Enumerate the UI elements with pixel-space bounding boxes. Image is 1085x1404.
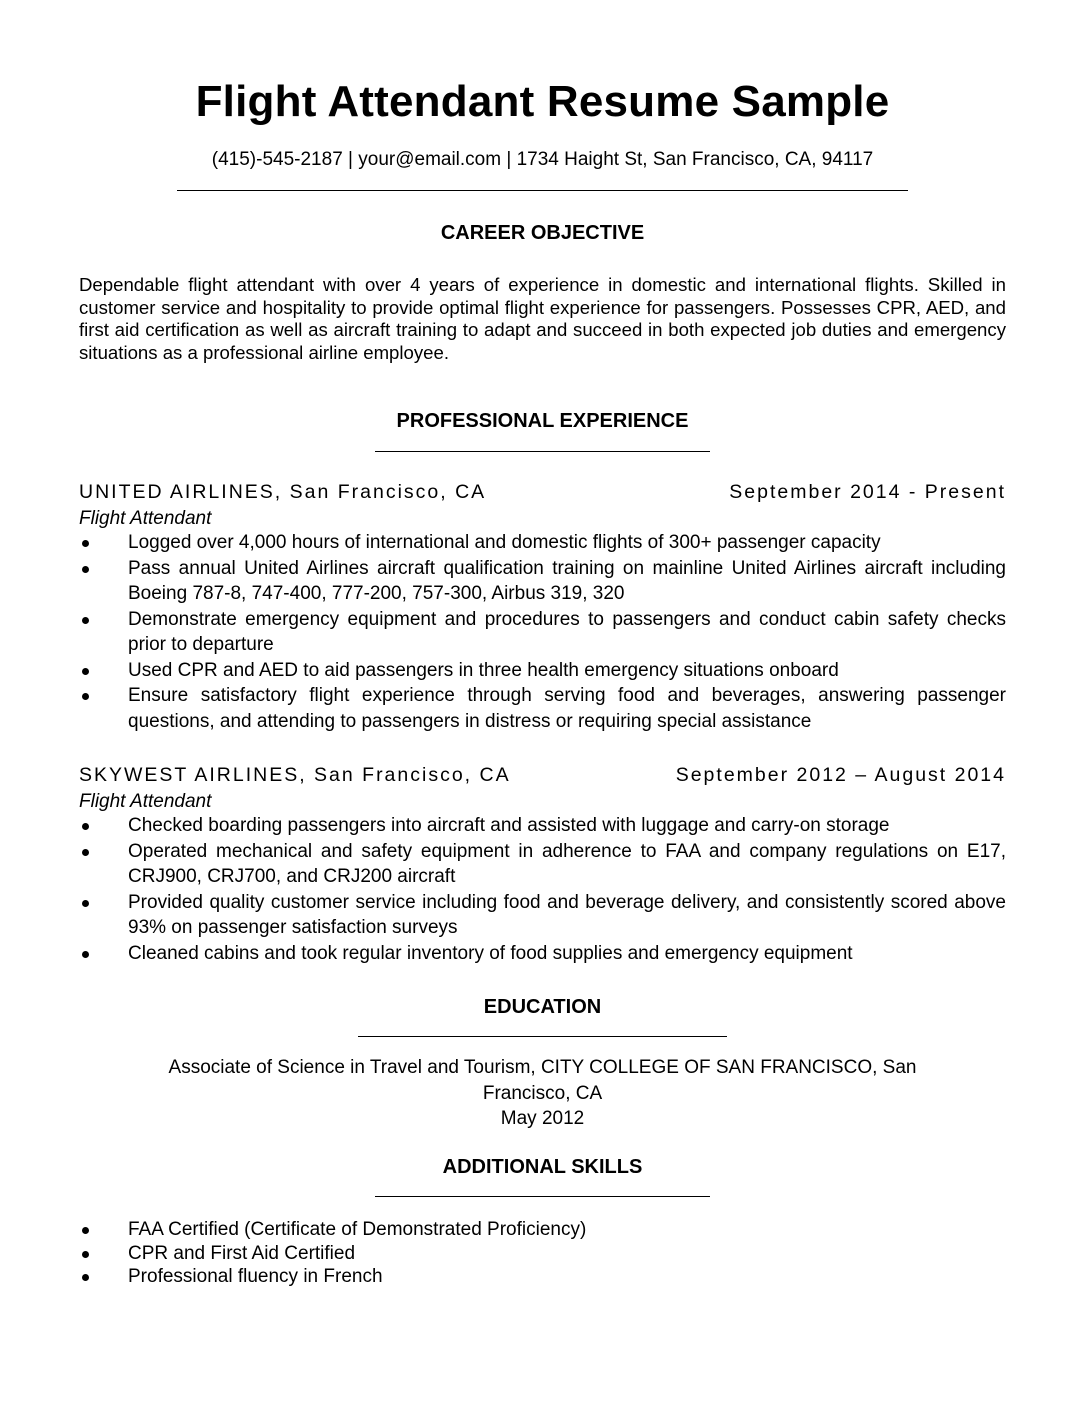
bullet-icon	[82, 1227, 89, 1234]
bullet-icon	[82, 1274, 89, 1281]
list-item: CPR and First Aid Certified	[79, 1242, 1006, 1266]
bullet-icon	[82, 540, 89, 547]
job-bullets	[79, 813, 1006, 966]
job-header	[79, 762, 1006, 788]
experience-divider	[375, 451, 710, 452]
job-company: SKYWEST AIRLINES, San Francisco, CA	[79, 764, 511, 786]
contact-info: (415)-545-2187 | your@email.com | 1734 Haight St, San Francisco, CA, 94117	[211, 149, 874, 170]
page-title: Flight Attendant Resume Sample	[195, 77, 890, 126]
job-company: UNITED AIRLINES, San Francisco, CA	[79, 481, 487, 503]
list-item: Checked boarding passengers into aircraft and assisted with luggage and carry-on storage	[79, 813, 1006, 839]
bullet-icon	[82, 849, 89, 856]
job-role: Flight Attendant	[79, 508, 212, 529]
objective-text: Dependable flight attendant with over 4 years of experience in domestic and international flights. Skilled in customer service and hospitality to provide optimal flight experience for passengers. Possesses CPR, AED, and first aid certification as well as aircraft training to adapt and succeed in both expected job duties and emergency situations as a professional airline employee.	[79, 274, 1006, 363]
job-header	[79, 479, 1006, 505]
education-location: Francisco, CA	[482, 1082, 603, 1104]
list-item: Demonstrate emergency equipment and procedures to passengers and conduct cabin safety checks prior to departure	[79, 607, 1006, 658]
bullet-icon	[82, 668, 89, 675]
bullet-icon	[82, 693, 89, 700]
list-item: Professional fluency in French	[79, 1265, 1006, 1289]
education-heading: EDUCATION	[483, 996, 602, 1018]
education-date: May 2012	[500, 1108, 585, 1129]
job-dates: September 2012 – August 2014	[675, 764, 1006, 786]
education-entry	[120, 1055, 965, 1132]
bullet-icon	[82, 900, 89, 907]
skills-divider	[375, 1196, 710, 1197]
bullet-icon	[82, 823, 89, 830]
list-item: Provided quality customer service including food and beverage delivery, and consistently scored above 93% on passenger satisfaction surveys	[79, 890, 1006, 941]
skills-heading: ADDITIONAL SKILLS	[442, 1156, 643, 1178]
experience-heading: PROFESSIONAL EXPERIENCE	[396, 410, 689, 432]
list-item: Ensure satisfactory flight experience through serving food and beverages, answering passenger questions, and attending to passengers in distress or requiring special assistance	[79, 683, 1006, 734]
job-dates: September 2014 - Present	[729, 481, 1006, 503]
list-item: Pass annual United Airlines aircraft qualification training on mainline United Airlines aircraft including Boeing 787-8, 747-400, 777-200, 757-300, Airbus 319, 320	[79, 556, 1006, 607]
objective-heading: CAREER OBJECTIVE	[440, 222, 645, 244]
education-divider	[358, 1036, 727, 1037]
bullet-icon	[82, 566, 89, 573]
list-item: FAA Certified (Certificate of Demonstrated Proficiency)	[79, 1218, 1006, 1242]
list-item: Operated mechanical and safety equipment in adherence to FAA and company regulations on E17, CRJ900, CRJ700, and CRJ200 aircraft	[79, 839, 1006, 890]
skills-list	[79, 1218, 1006, 1289]
bullet-icon	[82, 617, 89, 624]
list-item: Cleaned cabins and took regular inventory of food supplies and emergency equipment	[79, 941, 1006, 967]
bullet-icon	[82, 951, 89, 958]
education-degree: Associate of Science in Travel and Tourism, CITY COLLEGE OF SAN FRANCISCO, San	[168, 1057, 917, 1078]
job-bullets	[79, 530, 1006, 734]
job-role: Flight Attendant	[79, 791, 212, 812]
list-item: Logged over 4,000 hours of international and domestic flights of 300+ passenger capacity	[79, 530, 1006, 556]
header-divider	[177, 190, 908, 191]
bullet-icon	[82, 1251, 89, 1258]
list-item: Used CPR and AED to aid passengers in three health emergency situations onboard	[79, 658, 1006, 684]
